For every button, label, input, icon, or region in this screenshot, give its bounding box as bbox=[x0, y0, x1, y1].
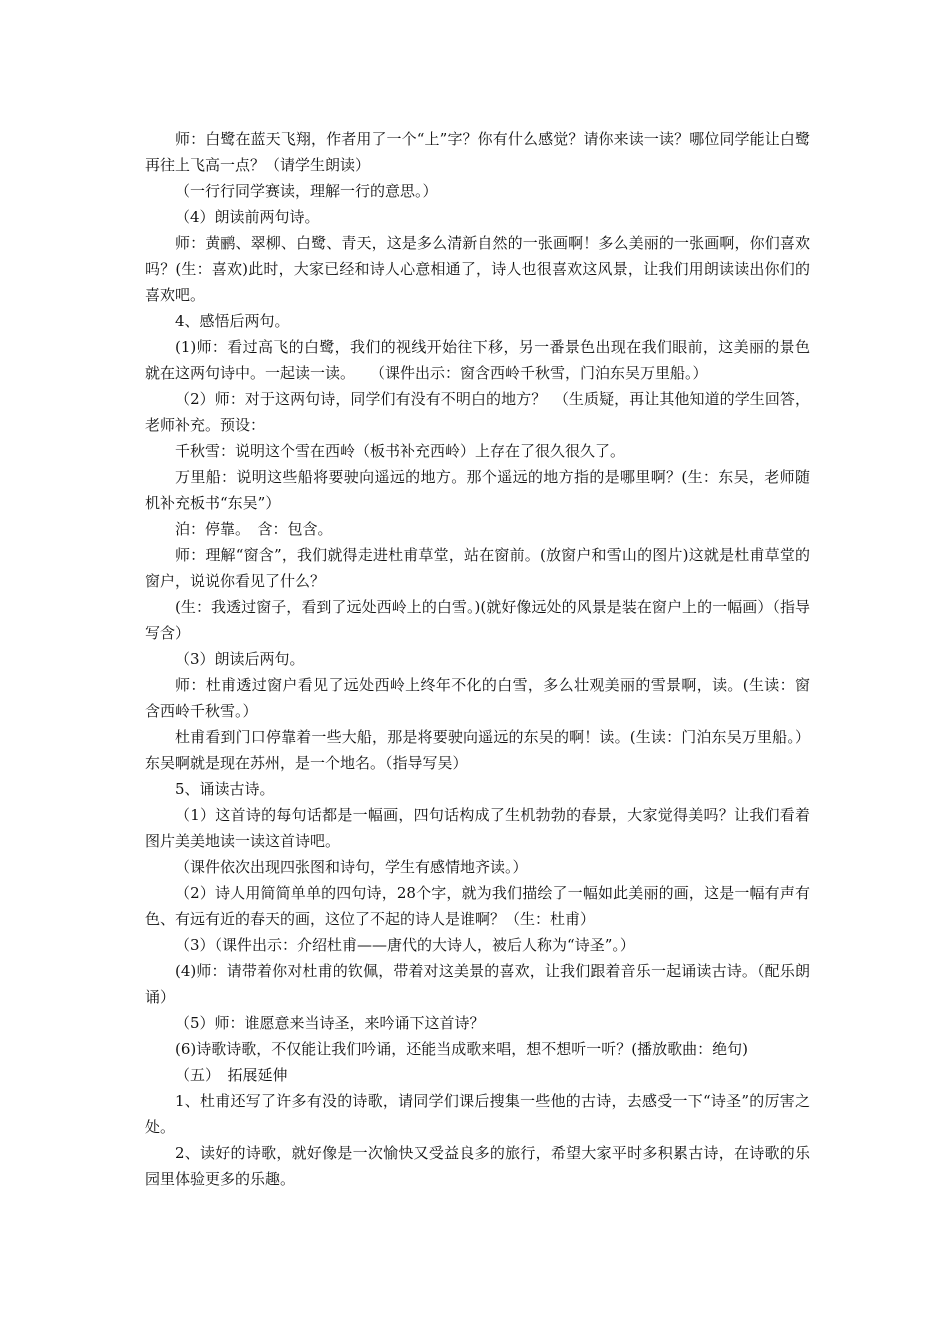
paragraph-22: （5）师：谁愿意来当诗圣，来吟诵下这首诗？ bbox=[175, 1014, 485, 1032]
paragraph-18: （课件依次出现四张图和诗句，学生有感情地齐读。） bbox=[175, 858, 528, 876]
paragraph-25: 1、杜甫还写了许多有没的诗歌，请同学们课后搜集一些他的古诗，去感受一下“诗圣”的厉害之处。 bbox=[145, 1092, 810, 1136]
paragraph-1: 师：白鹭在蓝天飞翔，作者用了一个“上”字？你有什么感觉？请你来读一读？哪位同学能让白鹭再往上飞高一点？（请学生朗读） bbox=[145, 130, 810, 174]
paragraph-2: （一行行同学赛读，理解一行的意思。） bbox=[175, 182, 438, 200]
paragraph-21: (4)师：请带着你对杜甫的钦佩，带着对这美景的喜欢，让我们跟着音乐一起诵读古诗。（配乐朗诵） bbox=[145, 962, 810, 1006]
paragraph-24: （五） 拓展延伸 bbox=[175, 1066, 288, 1084]
paragraph-3: （4）朗读前两句诗。 bbox=[175, 208, 320, 226]
paragraph-23: (6)诗歌诗歌，不仅能让我们吟诵，还能当成歌来唱，想不想听一听？(播放歌曲：绝句) bbox=[175, 1040, 748, 1058]
paragraph-15: 杜甫看到门口停靠着一些大船，那是将要驶向遥远的东吴的啊！读。(生读：门泊东吴万里船。）东吴啊就是现在苏州，是一个地名。（指导写吴） bbox=[145, 728, 810, 772]
paragraph-6: (1)师：看过高飞的白鹭，我们的视线开始往下移，另一番景色出现在我们眼前，这美丽的景色就在这两句诗中。一起读一读。 （课件出示：窗含西岭千秋雪，门泊东吴万里船。） bbox=[145, 338, 810, 382]
paragraph-8: 千秋雪：说明这个雪在西岭（板书补充西岭）上存在了很久很久了。 bbox=[175, 442, 626, 460]
paragraph-11: 师：理解“窗含”，我们就得走进杜甫草堂，站在窗前。(放窗户和雪山的图片)这就是杜甫草堂的窗户，说说你看见了什么？ bbox=[145, 546, 810, 590]
paragraph-7: （2）师：对于这两句诗，同学们有没有不明白的地方？ （生质疑，再让其他知道的学生回答，老师补充。预设： bbox=[145, 390, 810, 434]
paragraph-4: 师：黄鹂、翠柳、白鹭、青天，这是多么清新自然的一张画啊！多么美丽的一张画啊，你们喜欢吗？(生：喜欢)此时，大家已经和诗人心意相通了，诗人也很喜欢这风景，让我们用朗读读出你们的喜欢吧。 bbox=[145, 234, 810, 304]
paragraph-26: 2、读好的诗歌，就好像是一次愉快又受益良多的旅行，希望大家平时多积累古诗，在诗歌的乐园里体验更多的乐趣。 bbox=[145, 1144, 810, 1188]
paragraph-12: (生：我透过窗子，看到了远处西岭上的白雪。)(就好像远处的风景是装在窗户上的一幅画）（指导写含） bbox=[145, 598, 810, 642]
paragraph-9: 万里船：说明这些船将要驶向遥远的地方。那个遥远的地方指的是哪里啊？(生：东吴，老师随机补充板书“东吴”） bbox=[145, 468, 810, 512]
paragraph-19: （2）诗人用简简单单的四句诗，28个字，就为我们描绘了一幅如此美丽的画，这是一幅有声有色、有远有近的春天的画，这位了不起的诗人是谁啊？（生：杜甫） bbox=[145, 884, 810, 928]
paragraph-13: （3）朗读后两句。 bbox=[175, 650, 305, 668]
document-body bbox=[145, 126, 810, 1192]
paragraph-10: 泊：停靠。 含：包含。 bbox=[175, 520, 333, 538]
paragraph-17: （1）这首诗的每句话都是一幅画，四句话构成了生机勃勃的春景，大家觉得美吗？让我们看着图片美美地读一读这首诗吧。 bbox=[145, 806, 810, 850]
paragraph-5: 4、感悟后两句。 bbox=[175, 312, 290, 330]
paragraph-14: 师：杜甫透过窗户看见了远处西岭上终年不化的白雪，多么壮观美丽的雪景啊，读。(生读：窗含西岭千秋雪。） bbox=[145, 676, 810, 720]
paragraph-16: 5、诵读古诗。 bbox=[175, 780, 275, 798]
paragraph-20: （3）（课件出示：介绍杜甫——唐代的大诗人，被后人称为“诗圣”。） bbox=[175, 936, 635, 954]
